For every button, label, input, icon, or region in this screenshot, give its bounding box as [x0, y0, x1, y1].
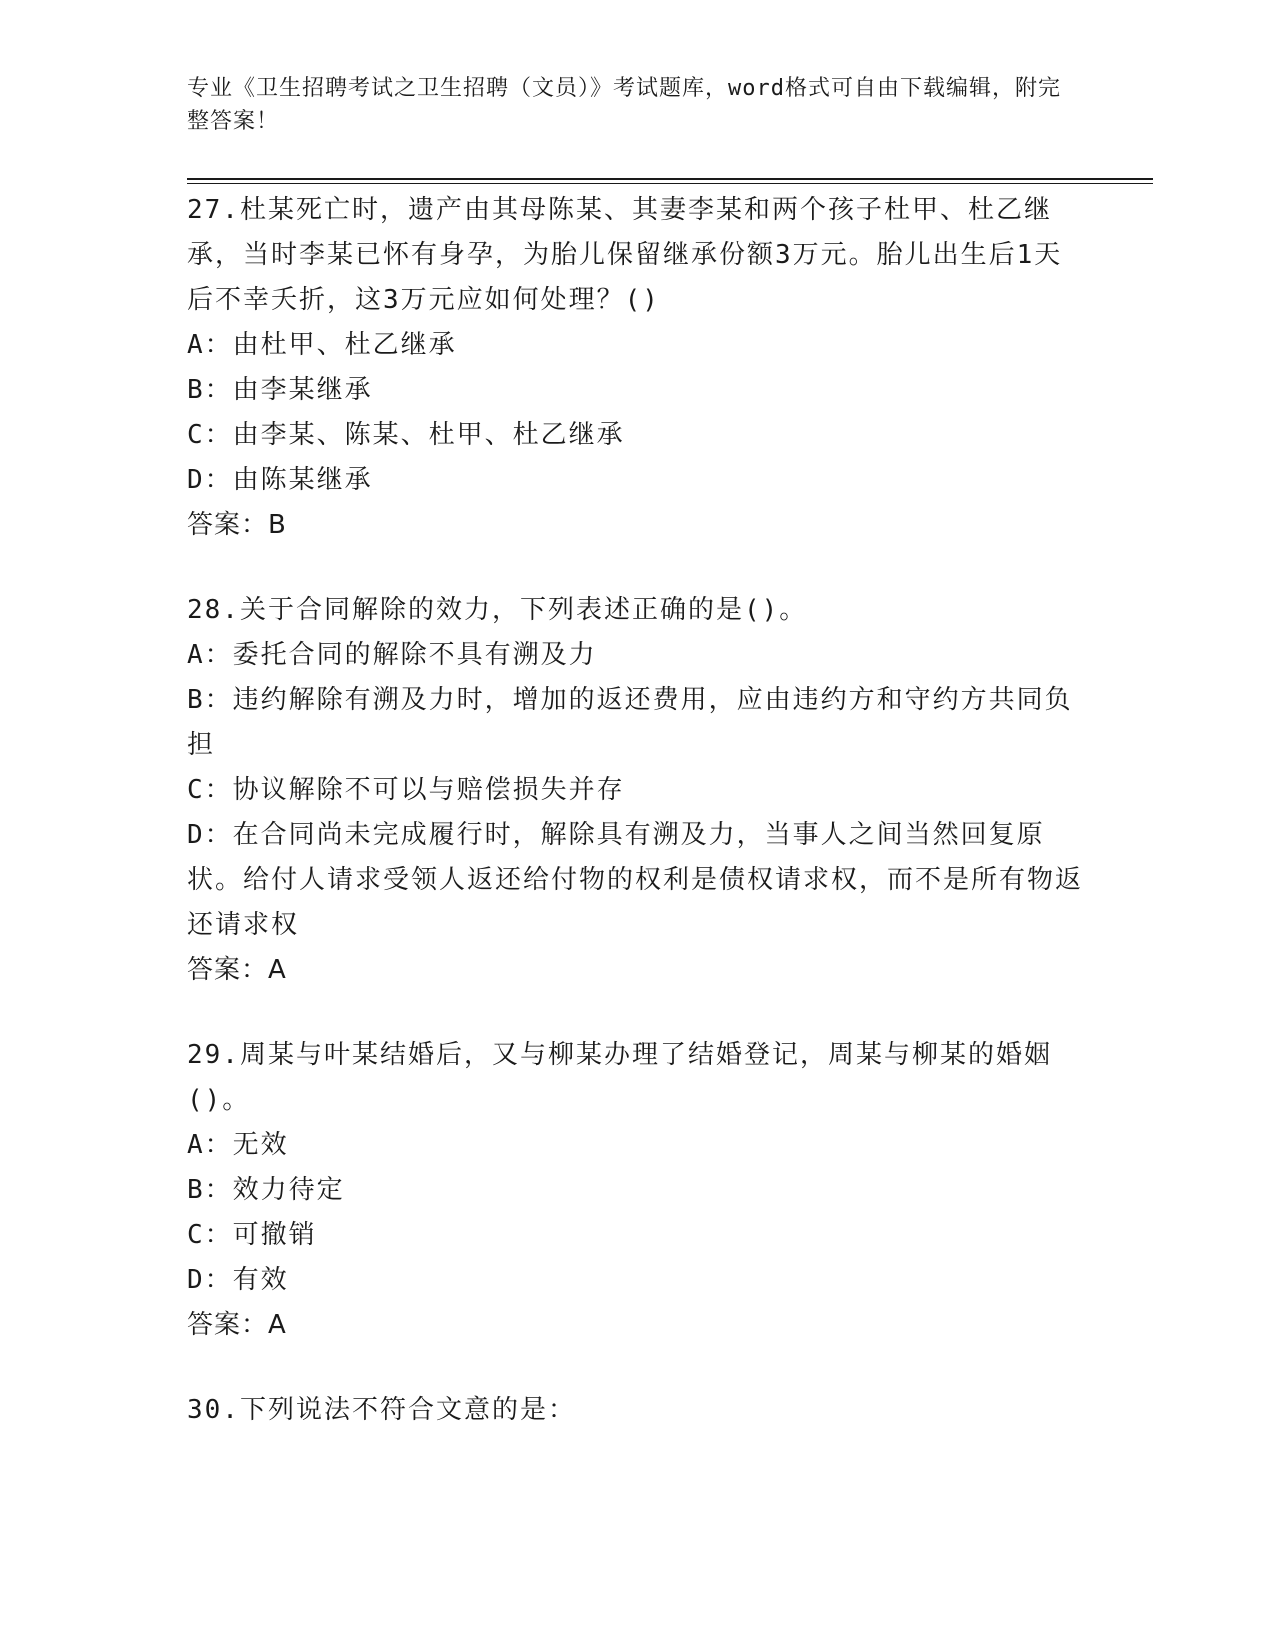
option-b: B：由李某继承	[187, 375, 373, 405]
question-30	[187, 1388, 1087, 1433]
question-29	[187, 1033, 1087, 1348]
question-list	[187, 188, 1087, 1473]
question-stem: 28.关于合同解除的效力，下列表述正确的是()。	[187, 595, 808, 625]
question-stem: 29.周某与叶某结婚后，又与柳某办理了结婚登记，周某与柳某的婚姻()。	[187, 1040, 1052, 1115]
answer-line: 答案：A	[187, 1310, 287, 1340]
header-text: 专业《卫生招聘考试之卫生招聘（文员）》考试题库，word格式可自由下载编辑，附完整答案！	[187, 76, 1061, 134]
answer-line: 答案：A	[187, 955, 287, 985]
question-27	[187, 188, 1087, 548]
option-d: D：在合同尚未完成履行时，解除具有溯及力，当事人之间当然回复原状。给付人请求受领人返还给付物的权利是债权请求权，而不是所有物返还请求权	[187, 820, 1084, 940]
option-a: A：委托合同的解除不具有溯及力	[187, 640, 597, 670]
question-28	[187, 588, 1087, 993]
option-d: D：有效	[187, 1265, 289, 1295]
header-divider-thin	[187, 183, 1153, 184]
option-b: B：违约解除有溯及力时，增加的返还费用，应由违约方和守约方共同负担	[187, 685, 1073, 760]
question-stem: 27.杜某死亡时，遗产由其母陈某、其妻李某和两个孩子杜甲、杜乙继承，当时李某已怀有身孕，为胎儿保留继承份额3万元。胎儿出生后1天后不幸夭折，这3万元应如何处理？()	[187, 195, 1063, 315]
header-divider-thick	[187, 178, 1153, 180]
question-stem: 30.下列说法不符合文意的是：	[187, 1395, 576, 1425]
option-c: C：可撤销	[187, 1220, 317, 1250]
option-b: B：效力待定	[187, 1175, 345, 1205]
option-d: D：由陈某继承	[187, 465, 373, 495]
option-c: C：协议解除不可以与赔偿损失并存	[187, 775, 625, 805]
document-header	[187, 72, 1067, 138]
option-a: A：由杜甲、杜乙继承	[187, 330, 457, 360]
option-c: C：由李某、陈某、杜甲、杜乙继承	[187, 420, 625, 450]
answer-line: 答案：B	[187, 510, 287, 540]
option-a: A：无效	[187, 1130, 289, 1160]
